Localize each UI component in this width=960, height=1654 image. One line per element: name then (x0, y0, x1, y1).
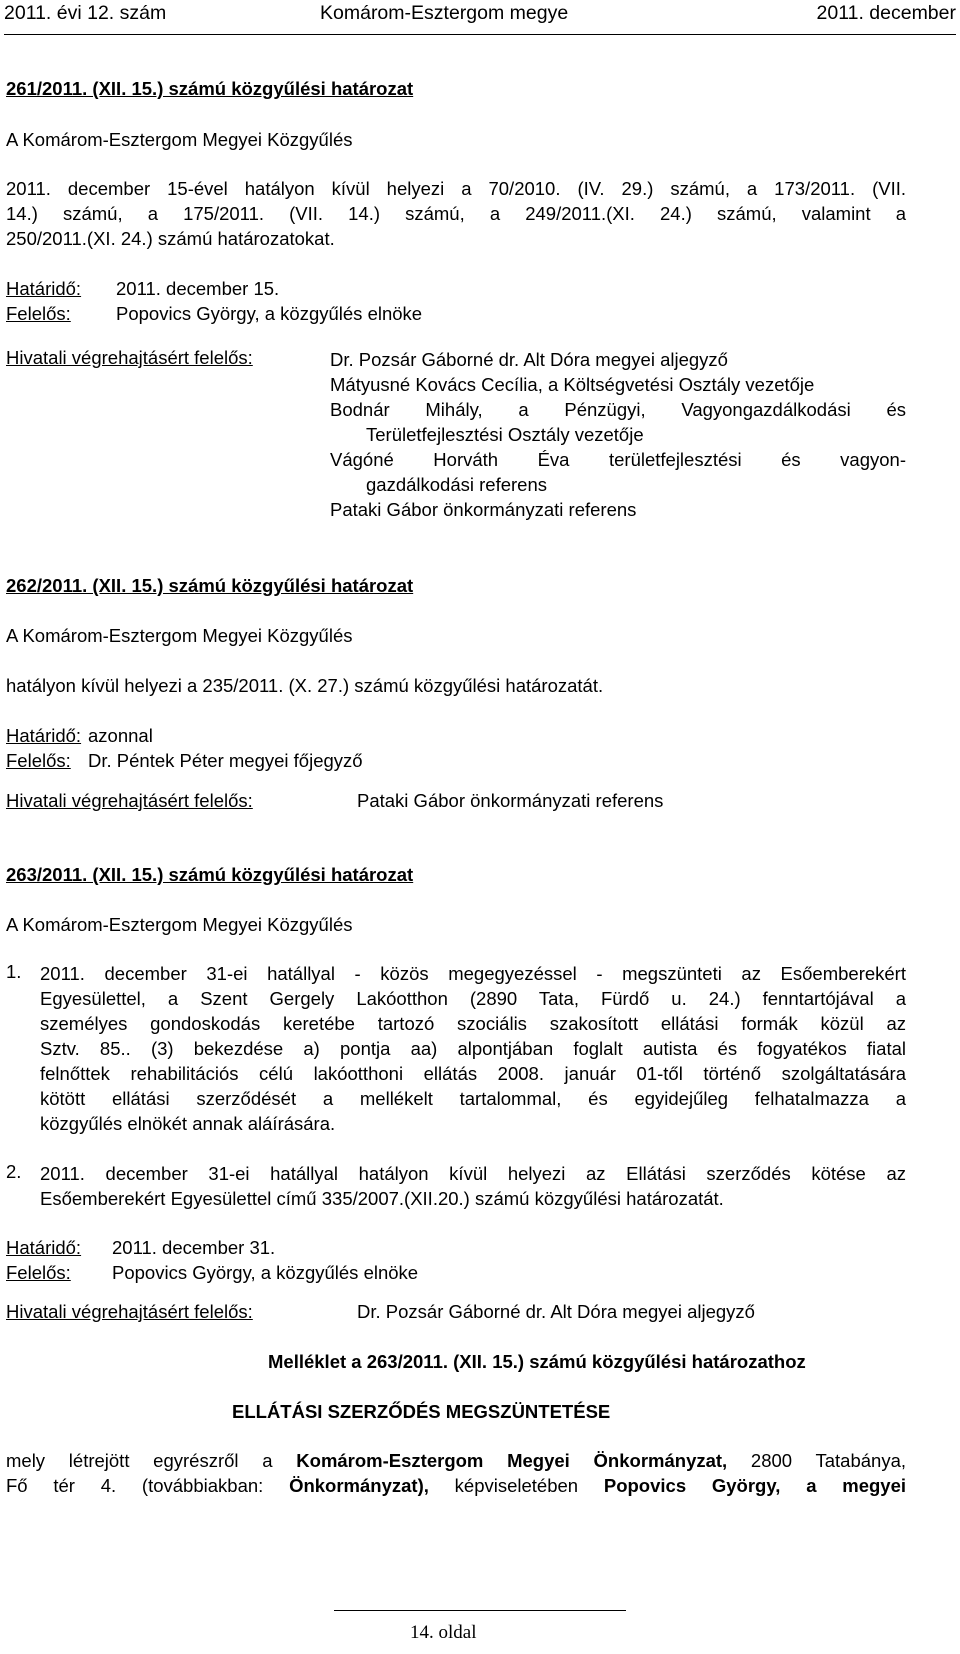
deadline-value: 2011. december 31. (112, 1237, 276, 1258)
decree-261-issuer: A Komárom-Esztergom Megyei Közgyűlés (6, 129, 353, 150)
item-line: kötött ellátási szerződését a mellékelt tartalommal, és egyidejűleg felhatalmazza a (40, 1088, 906, 1109)
decree-261-deadline-row (6, 278, 279, 300)
deadline-label: Határidő: (6, 1237, 82, 1258)
responsible-value: Popovics György, a közgyűlés elnöke (112, 1262, 419, 1283)
text-run: képviseletében (428, 1475, 604, 1496)
exec-person: Dr. Pozsár Gáborné dr. Alt Dóra megyei aljegyző (330, 349, 728, 370)
item-line: 2011. december 31-ei hatállyal - közös megegyezéssel - megszünteti az Esőemberekért (40, 963, 906, 984)
text-run: mely létrejött egyrészről a (6, 1450, 297, 1471)
responsible-label: Felelős: (6, 750, 71, 771)
exec-person-continuation: Területfejlesztési Osztály vezetője (366, 424, 644, 445)
responsible-label: Felelős: (6, 303, 71, 324)
decree-263-item (6, 1161, 906, 1211)
annex-title: Melléklet a 263/2011. (XII. 15.) számú közgyűlési határozathoz (268, 1351, 806, 1372)
issue-number: 2011. évi 12. szám (4, 2, 167, 24)
item-line: 2011. december 31-ei hatállyal hatályon kívül helyezi az Ellátási szerződés kötése az (40, 1163, 906, 1184)
exec-person: Vágóné Horváth Éva területfejlesztési és vagyon- (330, 449, 906, 470)
item-line: Egyesülettel, a Szent Gergely Lakóotthon (2890 Tata, Fürdő u. 24.) fenntartójával a (40, 988, 906, 1009)
decree-261-text-line: 14.) számú, a 175/2011. (VII. 14.) számú, a 249/2011.(XI. 24.) számú, valamint a (6, 203, 906, 224)
decree-263-exec-label: Hivatali végrehajtásért felelős: (6, 1301, 253, 1322)
decree-261-title: 261/2011. (XII. 15.) számú közgyűlési határozat (6, 78, 414, 99)
page-number: 14. oldal (410, 1622, 477, 1643)
deadline-label: Határidő: (6, 725, 82, 746)
responsible-label: Felelős: (6, 1262, 71, 1283)
decree-262-issuer: A Komárom-Esztergom Megyei Közgyűlés (6, 625, 353, 646)
deadline-label: Határidő: (6, 278, 82, 299)
decree-263-issuer: A Komárom-Esztergom Megyei Közgyűlés (6, 914, 353, 935)
text-run: 2800 Tatabánya, (727, 1450, 906, 1471)
issue-date: 2011. december (816, 2, 956, 24)
item-line: személyes gondoskodás keretébe tartozó szociális szakosított ellátási formák közül az (40, 1013, 906, 1034)
annex-heading: ELLÁTÁSI SZERZŐDÉS MEGSZÜNTETÉSE (232, 1401, 611, 1422)
decree-263-title: 263/2011. (XII. 15.) számú közgyűlési határozat (6, 864, 414, 885)
representative-name: Popovics György, a megyei (603, 1475, 907, 1496)
responsible-value: Popovics György, a közgyűlés elnöke (116, 303, 423, 324)
text-run: Fő tér 4. (továbbiakban: (6, 1475, 290, 1496)
deadline-value: azonnal (88, 725, 153, 746)
county-name: Komárom-Esztergom megye (320, 2, 569, 24)
decree-262-responsible-row (6, 750, 363, 772)
exec-person: Mátyusné Kovács Cecília, a Költségvetési Osztály vezetője (330, 374, 815, 395)
item-line: Sztv. 85.. (3) bekezdése a) pontja aa) alpontjában foglalt autista és fogyatékos fiatal (40, 1038, 906, 1059)
annex-paragraph-line (6, 1450, 906, 1472)
decree-262-exec-label: Hivatali végrehajtásért felelős: (6, 790, 253, 811)
item-number: 2. (6, 1161, 22, 1182)
party-short-name: Önkormányzat), (289, 1475, 429, 1496)
decree-263-responsible-row (6, 1262, 418, 1284)
decree-262-title: 262/2011. (XII. 15.) számú közgyűlési határozat (6, 575, 414, 596)
item-line: közgyűlés elnökét annak aláírására. (40, 1113, 336, 1134)
running-header (4, 0, 956, 35)
exec-person: Pataki Gábor önkormányzati referens (330, 499, 637, 520)
item-line: felnőttek rehabilitációs célú lakóotthoni ellátás 2008. január 01-től történő szolgáltatására (40, 1063, 906, 1084)
decree-261-responsible-row (6, 303, 422, 325)
decree-263-item (6, 961, 906, 1136)
deadline-value: 2011. december 15. (116, 278, 280, 299)
party-name: Komárom-Esztergom Megyei Önkormányzat, (296, 1450, 728, 1471)
footer-divider (334, 1610, 626, 1611)
responsible-value: Dr. Péntek Péter megyei főjegyző (88, 750, 363, 771)
decree-261-text-line: 250/2011.(XI. 24.) számú határozatokat. (6, 228, 335, 249)
exec-person: Bodnár Mihály, a Pénzügyi, Vagyongazdálkodási és (330, 399, 906, 420)
decree-262-deadline-row (6, 725, 153, 747)
item-line: Esőemberekért Egyesülettel című 335/2007.(XII.20.) számú közgyűlési határozatát. (40, 1188, 724, 1209)
decree-262-exec-value: Pataki Gábor önkormányzati referens (357, 790, 664, 811)
annex-paragraph-line (6, 1475, 906, 1497)
decree-263-exec-value: Dr. Pozsár Gáborné dr. Alt Dóra megyei aljegyző (357, 1301, 755, 1322)
exec-person-continuation: gazdálkodási referens (366, 474, 547, 495)
decree-261-text-line: 2011. december 15-ével hatályon kívül helyezi a 70/2010. (IV. 29.) számú, a 173/2011. (VII. (6, 178, 906, 199)
item-number: 1. (6, 961, 22, 982)
decree-262-text: hatályon kívül helyezi a 235/2011. (X. 27.) számú közgyűlési határozatát. (6, 675, 604, 696)
decree-261-exec-label: Hivatali végrehajtásért felelős: (6, 347, 253, 368)
decree-261-exec-list (330, 347, 906, 522)
decree-263-deadline-row (6, 1237, 275, 1259)
